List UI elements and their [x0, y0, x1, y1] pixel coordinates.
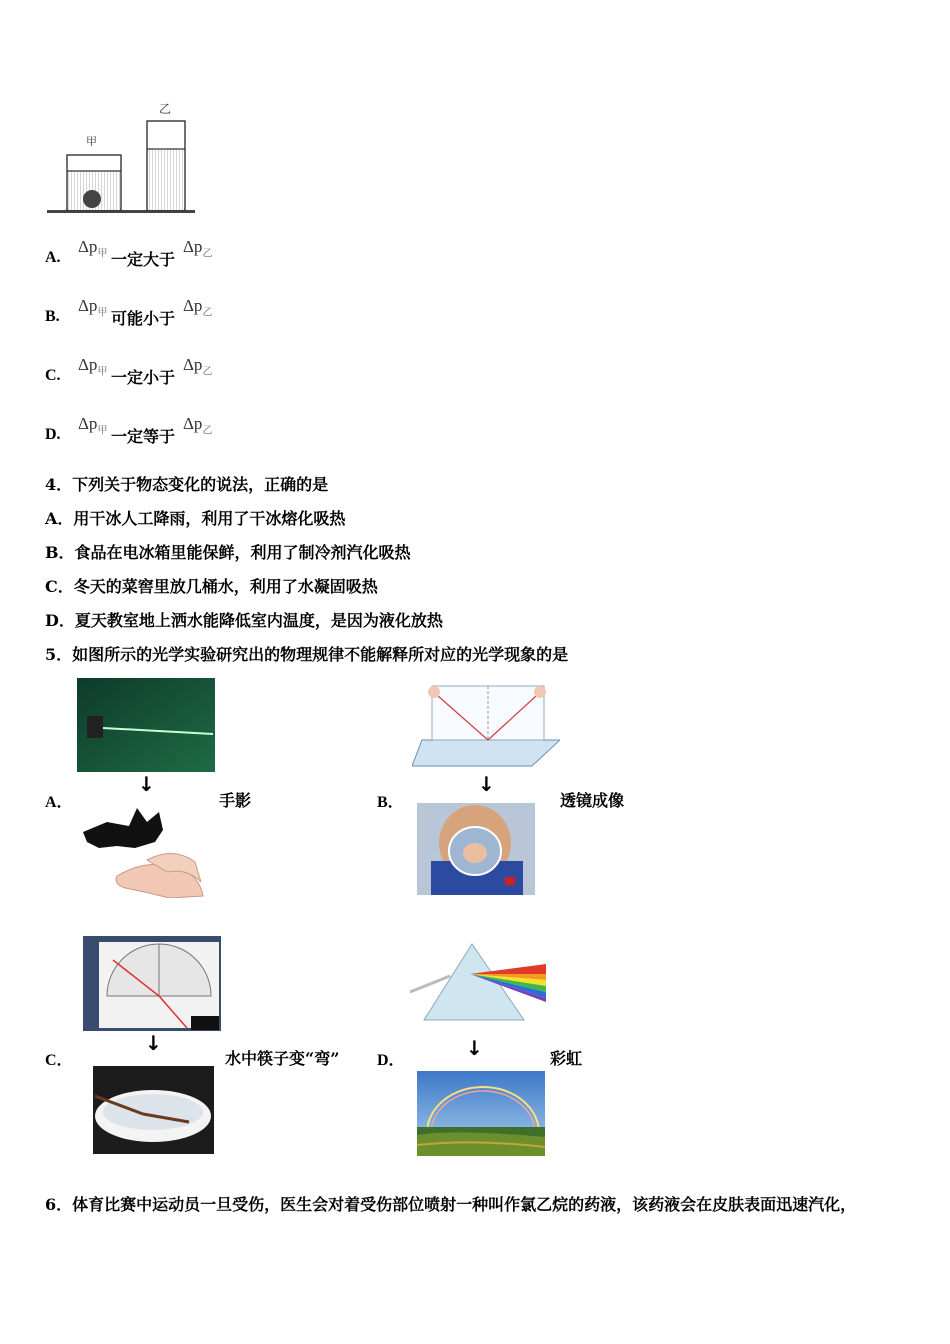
hand-shadow-photo [77, 802, 207, 898]
q3-option-relation: 一定小于 [111, 368, 176, 387]
child-mask-photo [417, 803, 535, 895]
q4-stem: 4．下列关于物态变化的说法，正确的是 [45, 475, 329, 494]
q4-option-d: D．夏天教室地上洒水能降低室内温度，是因为液化放热 [45, 611, 443, 630]
q5-c-letter: C． [45, 1052, 73, 1069]
prism-dispersion-figure [410, 940, 550, 1024]
delta-p-jia: $\Delta p_甲$ [78, 414, 108, 437]
q5-d-letter: D． [377, 1052, 405, 1069]
q5-b-arrow: ↓ [478, 772, 495, 796]
q5-a-arrow: ↓ [138, 772, 155, 796]
q4-option-c: C．冬天的菜窖里放几桶水，利用了水凝固吸热 [45, 577, 378, 596]
chopsticks-bowl-photo [93, 1066, 214, 1154]
refraction-experiment-photo [83, 936, 221, 1031]
q5-b-caption: 透镜成像 [560, 791, 625, 810]
delta-p-jia: $\Delta p_甲$ [78, 355, 108, 378]
q5-b-letter: B． [377, 794, 404, 811]
ball-jia [83, 190, 101, 208]
q5-c-arrow: ↓ [145, 1031, 162, 1055]
q3-option-relation: 一定大于 [111, 250, 176, 269]
delta-p-yi: $\Delta p_乙$ [183, 355, 213, 378]
q5-a-letter: A． [45, 794, 73, 811]
delta-p-yi: $\Delta p_乙$ [183, 296, 213, 319]
q4-option-b: B．食品在电冰箱里能保鲜，利用了制冷剂汽化吸热 [45, 543, 411, 562]
label-yi: 乙 [159, 102, 172, 116]
q3-option-letter: B. [45, 308, 60, 325]
rainbow-photo [417, 1071, 545, 1156]
q5-d-arrow: ↓ [466, 1036, 483, 1060]
q5-d-caption: 彩虹 [550, 1049, 583, 1068]
liquid-yi [148, 149, 184, 210]
q4-option-a: A．用干冰人工降雨，利用了干冰熔化吸热 [45, 509, 346, 528]
q3-option-relation: 可能小于 [111, 309, 176, 328]
q3-option-letter: D. [45, 426, 61, 443]
q6-stem: 6．体育比赛中运动员一旦受伤，医生会对着受伤部位喷射一种叫作氯乙烷的药液，该药液会在皮肤表面迅速汽化， [45, 1195, 857, 1214]
delta-p-yi: $\Delta p_乙$ [183, 237, 213, 260]
delta-p-jia: $\Delta p_甲$ [78, 296, 108, 319]
q3-option-relation: 一定等于 [111, 427, 176, 446]
q5-a-caption: 手影 [219, 791, 252, 810]
q3-option-letter: A. [45, 249, 61, 266]
label-jia: 甲 [86, 135, 97, 148]
delta-p-jia: $\Delta p_甲$ [78, 237, 108, 260]
delta-p-yi: $\Delta p_乙$ [183, 414, 213, 437]
containers-figure [44, 98, 200, 220]
reflection-experiment-figure [412, 678, 560, 768]
q5-c-caption: 水中筷子变“弯” [225, 1049, 340, 1068]
laser-beam-photo [77, 678, 215, 772]
q3-option-letter: C. [45, 367, 61, 384]
q5-stem: 5．如图所示的光学实验研究出的物理规律不能解释所对应的光学现象的是 [45, 645, 569, 664]
